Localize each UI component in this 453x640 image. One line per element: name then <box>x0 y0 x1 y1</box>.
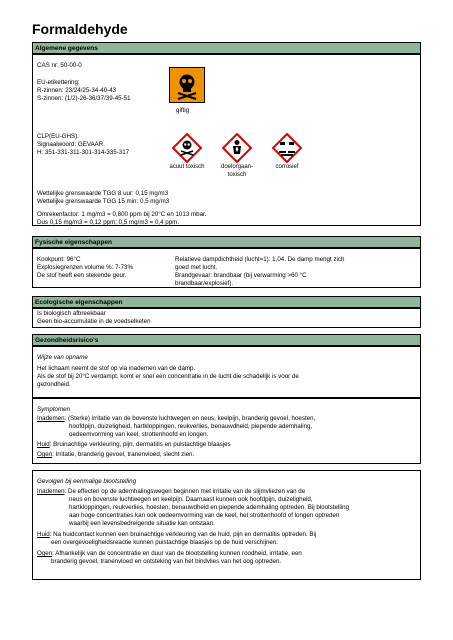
inhalation-label: Inademen <box>37 415 65 422</box>
physical-right-line: goed met lucht. <box>175 264 218 271</box>
conversion-values: Dus 0,15 mg/m3 = 0,12 ppm; 0,5 mg/m3 = 0,4 ppm. <box>37 219 180 226</box>
single-exposure-inhalation <box>37 488 305 496</box>
general-box <box>32 54 421 226</box>
symptoms-eyes <box>37 451 194 459</box>
symptoms-box <box>32 398 421 464</box>
single-exposure-inhalation-cont: hartkloppingen, reukverlies, hoesten, benauwdheid en piepende ademhaling optreden. Bij blootstelling <box>69 504 350 511</box>
single-exposure-eyes-cont: branderig gevoel, tranenvloed en ontsteking van het bindvlies van het oog optreden. <box>51 558 282 565</box>
inhalation-text: : (Sterke) irritatie van de bovenste luchtwegen en neus, keelpijn, branderig gevoel, hoesten, <box>64 415 316 422</box>
skin-text: : Bruinachtige verkleuring, pijn, dermatitis en pulstachtige blaasjes <box>49 441 231 448</box>
eyes-text: : Afhankelijk van de concentratie en duur van de blootstelling kunnen roodheid, irritatie, een <box>52 550 302 557</box>
physical-right-line: brandbaar/explosief). <box>175 280 234 287</box>
physical-box <box>32 248 421 288</box>
symptoms-title: Symptomen <box>37 406 71 413</box>
uptake-title: Wijze van opname <box>37 354 88 361</box>
section-header-general: Algemene gegevens <box>32 42 421 54</box>
skin-label: Huid <box>37 441 50 448</box>
eyes-label: Ogen <box>37 550 53 557</box>
clp-label: CLP(EU-GHS): <box>37 133 79 140</box>
eu-label: EU-etikettering: <box>37 79 80 86</box>
single-exposure-eyes <box>37 550 302 558</box>
section-header-ecological: Ecologische eigenschappen <box>32 296 421 308</box>
single-exposure-title: Gevolgen bij eenmalige blootstelling <box>37 478 137 485</box>
physical-right-line: Relatieve dampdichtheid (lucht=1): 1,04. De damp mengt zich <box>175 256 345 263</box>
tgg-15m: Wettelijke grenswaarde TGG 15 min: 0,5 mg/m3 <box>37 198 170 205</box>
single-exposure-inhalation-cont: waarbij een levensbedreigende situatie kan ontstaan. <box>69 520 215 527</box>
single-exposure-inhalation-cont: aan hoge concentraties kan ook oedeemvorming van de keel, het strottenhoofd of longen optreden <box>69 512 340 519</box>
uptake-line: Als de stof bij 20°C verdampt, komt er snel een concentratie in de lucht die schadelijk is voor de <box>37 373 299 380</box>
physical-left-line: De stof heeft een stekende geur. <box>37 272 127 279</box>
physical-right-line: Brandgevaar: brandbaar (bij verwarming >60 °C <box>175 272 307 279</box>
inhalation-label: Inademen <box>37 488 65 495</box>
page-title: Formaldehyde <box>32 21 128 37</box>
inhalation-text: : De effecten op de ademhalingswegen beginnen met irritatie van de slijmvliezen van de <box>64 488 306 495</box>
physical-left-line: Explosiegrenzen volume %: 7-73% <box>37 264 133 271</box>
ecological-line: Geen bio-accumulatie in de voedselketen <box>37 318 151 325</box>
eyes-label: Ogen <box>37 451 53 458</box>
symptoms-inhalation <box>37 415 315 423</box>
single-exposure-box <box>32 470 421 580</box>
r-phrases: R-zinnen: 23/24/25-34-40-43 <box>37 87 117 94</box>
symptoms-skin <box>37 441 231 449</box>
single-exposure-skin-cont: een overgevoeligheidsreactie kunnen puistachtige blaasjes op de huid verschijnen. <box>51 539 279 546</box>
skin-text: : Na huidcontact kunnen een bruinachtige verkleuring van de huid, pijn en dermatitis optreden. Bij <box>49 531 317 538</box>
ghs-label-target-organ: doelorgaan- toxisch <box>220 164 254 178</box>
s-phrases: S-zinnen: (1/2)-26-36/37/39-45-51 <box>37 95 131 102</box>
ecological-box <box>32 308 421 328</box>
tgg-8h: Wettelijke grenswaarde TGG 8 uur: 0,15 mg/m3 <box>37 190 169 197</box>
symptoms-inhalation-cont: oedeemvorming van keel, strottenhoofd en longen. <box>69 431 209 438</box>
signal-word: Signaalwoord: GEVAAR <box>37 141 104 148</box>
h-phrases: H: 351-331-311-301-314-335-317 <box>37 149 130 156</box>
single-exposure-skin <box>37 531 316 539</box>
section-header-physical: Fysische eigenschappen <box>32 236 421 248</box>
uptake-box <box>32 346 421 398</box>
ghs-label-acute-toxic: acuut toxisch <box>169 164 205 170</box>
uptake-line: Het lichaam neemt de stof op via inademen van de damp. <box>37 365 196 372</box>
single-exposure-inhalation-cont: neus en bovenste luchtwegen en keelpijn. Daarnaast kunnen ook hoofdpijn, duizeligheid, <box>69 496 313 503</box>
conversion-factor: Omrekenfactor: 1 mg/m3 = 0,800 ppm bij 20°C en 1013 mbar. <box>37 211 207 218</box>
cas-number: CAS nr: 50-00-0 <box>37 62 82 69</box>
ghs-label-corrosive: corrosief <box>275 164 299 170</box>
uptake-line: gezondheid. <box>37 381 71 388</box>
toxic-skull-icon <box>169 67 205 108</box>
skin-label: Huid <box>37 531 50 538</box>
eu-pictogram-label: giftig <box>176 107 190 114</box>
section-header-health: Gezondheidsrisico's <box>32 334 421 346</box>
eyes-text: : Irritatie, branderig gevoel, tranenvloed, slecht zien. <box>52 451 195 458</box>
physical-left-line: Kookpunt: 96°C <box>37 256 81 263</box>
ecological-line: Is biologisch afbreekbaar <box>37 310 106 317</box>
symptoms-inhalation-cont: hoofdpijn, duizeligheid, hartkloppingen, reukverlies, benauwdheid, piepende ademhaling, <box>69 423 313 430</box>
